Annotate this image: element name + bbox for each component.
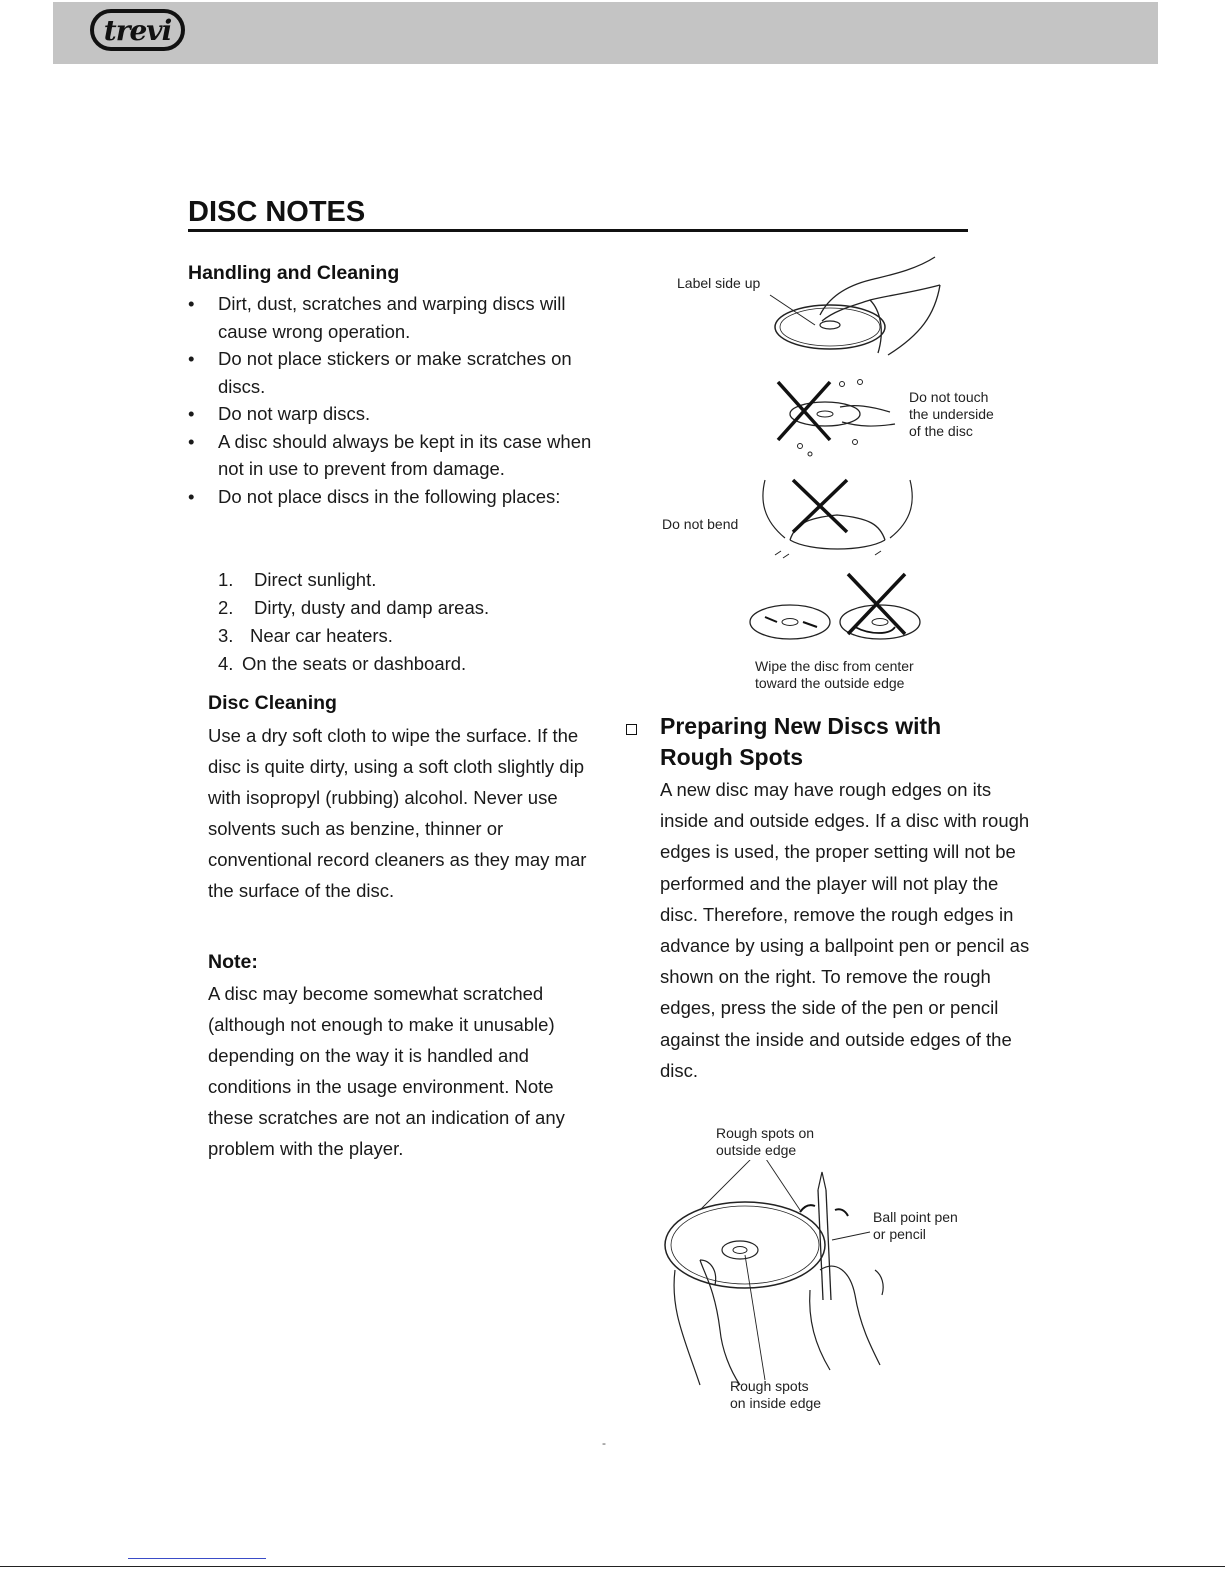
list-item: [188, 428, 608, 483]
place-number: 4.: [218, 653, 234, 674]
caption-line: Ball point pen: [873, 1209, 958, 1225]
list-item: [188, 400, 608, 428]
handling-heading: Handling and Cleaning: [188, 262, 400, 284]
caption-line: Do not touch: [909, 389, 989, 405]
do-not-bend-illustration: [755, 470, 920, 565]
note-heading: Note:: [208, 951, 258, 973]
caption-label-side-up: Label side up: [677, 275, 761, 291]
trevi-logo: [90, 9, 185, 51]
wipe-disc-illustration: [745, 572, 925, 644]
heading-line: Preparing New Discs with: [660, 713, 942, 739]
heading-line: Rough Spots: [660, 744, 804, 770]
caption-rough-outside: [716, 1125, 814, 1159]
list-item: [218, 650, 489, 678]
list-item: [218, 594, 489, 622]
disc-cleaning-heading: Disc Cleaning: [208, 692, 337, 714]
header-bar: [53, 2, 1158, 64]
place-text: On the seats or dashboard.: [242, 653, 467, 674]
caption-do-not-bend: Do not bend: [662, 516, 739, 532]
logo-text: trevi: [103, 13, 172, 47]
place-number: 3.: [218, 625, 234, 646]
bullet-text: Do not place stickers or make scratches on discs.: [218, 348, 572, 397]
caption-do-not-touch: [909, 389, 994, 440]
do-not-touch-illustration: [770, 372, 900, 462]
bullet-icon: •: [188, 403, 195, 424]
footer-link-underline: [128, 1558, 266, 1559]
places-list: [218, 566, 489, 678]
caption-line: on inside edge: [730, 1395, 822, 1411]
caption-line: toward the outside edge: [755, 675, 905, 691]
rough-spots-illustration: [660, 1160, 900, 1390]
title-underline: [188, 229, 968, 232]
caption-rough-inside: [730, 1378, 821, 1412]
caption-line: Rough spots: [730, 1378, 809, 1394]
list-item: [218, 622, 489, 650]
preparing-heading: [660, 711, 1020, 773]
list-item: [188, 345, 608, 400]
list-item: [188, 483, 608, 511]
page-title: DISC NOTES: [188, 196, 366, 228]
place-text: Direct sunlight.: [254, 569, 377, 590]
handling-bullet-list: [188, 290, 608, 510]
caption-line: Wipe the disc from center: [755, 658, 914, 674]
preparing-text: A new disc may have rough edges on its inside and outside edges. If a disc with rough edges is used, the proper setting will not be performed and the player will not play the disc. Therefore, remove the rough edges in advance by using a ballpoint pen or pencil as shown on the right. To remove the rough edges, press the side of the pen or pencil against the inside and outside edges of the disc.: [660, 779, 1030, 1081]
place-text: Near car heaters.: [250, 625, 393, 646]
bullet-text: Dirt, dust, scratches and warping discs will cause wrong operation.: [218, 293, 566, 342]
footer-divider: [0, 1566, 1225, 1567]
list-item: [188, 290, 608, 345]
place-number: 1.: [218, 569, 234, 590]
place-text: Dirty, dusty and damp areas.: [254, 597, 490, 618]
caption-line: or pencil: [873, 1226, 926, 1242]
caption-line: outside edge: [716, 1142, 797, 1158]
bullet-icon: •: [188, 430, 195, 452]
bullet-icon: •: [188, 348, 195, 369]
disc-cleaning-text: Use a dry soft cloth to wipe the surface. If the disc is quite dirty, using a soft cloth slightly dip with isopropyl (rubbing) alcohol. Never use solvents such as benzine, thinner or conventional record cleaners as they may mar the surface of the disc.: [208, 725, 587, 901]
caption-line: Rough spots on: [716, 1125, 815, 1141]
section-checkbox-icon: [626, 724, 637, 735]
place-number: 2.: [218, 597, 234, 618]
disc-label-up-illustration: [760, 255, 960, 365]
caption-wipe: [755, 658, 914, 692]
bullet-icon: •: [188, 293, 195, 314]
page-marker: -: [602, 1436, 606, 1450]
list-item: [218, 566, 489, 594]
bullet-icon: •: [188, 485, 195, 507]
bullet-text: Do not place discs in the following places:: [218, 485, 561, 507]
bullet-text: A disc should always be kept in its case when not in use to prevent from damage.: [218, 430, 592, 479]
caption-line: the underside: [909, 406, 994, 422]
caption-line: of the disc: [909, 423, 973, 439]
note-text: A disc may become somewhat scratched (although not enough to make it unusable) depending on the way it is handled and conditions in the usage environment. Note these scratches are not an indication of any problem with the player.: [208, 983, 565, 1159]
bullet-text: Do not warp discs.: [218, 403, 371, 424]
